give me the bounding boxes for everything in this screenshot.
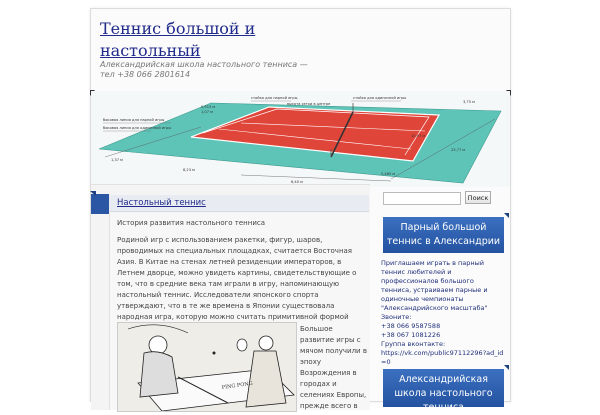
- dim-823: 8,23 м: [183, 168, 195, 172]
- widget-body-doubles-tennis: [381, 259, 505, 367]
- label-net-height: высота сетки в центре: [287, 102, 331, 106]
- dim-0915: 0,915 м: [201, 105, 216, 109]
- vk-group-link[interactable]: https://vk.com/public97112296?ad_id=0: [381, 349, 504, 366]
- dim-5485: 5,485 м: [381, 172, 396, 176]
- dim-2377: 23,77 м: [451, 148, 466, 152]
- dim-1097: 10,97 м: [411, 134, 426, 138]
- vk-group-label: Группа вконтакте:: [381, 340, 446, 348]
- post-flag-corner: [90, 191, 96, 196]
- phone-number-1: +38 066 9587588: [381, 322, 441, 330]
- widget-title-table-tennis-school: Александрийская школа настольного тенниса: [383, 369, 504, 407]
- site-description: Александрийская школа настольного тенниса — тел +38 066 2801614: [100, 60, 308, 79]
- post-header: [109, 195, 369, 212]
- post-body: [109, 213, 370, 410]
- illustration-caption: PING PONG: [221, 380, 254, 391]
- post-paragraph-1: Родиной игр с использованием ракетки, фигур, шаров, проводимых на специальных площадках, считается Восточная Азия. В Китае на стенах летней резиденции императоров, в Летнем дворце, можно увидеть картины, свидетельствующие о том, что в средние века там играли в игру, напоминающую настольный теннис. Исследователи японского спорта утверждают, что в те же времена в Японии существовала народная игра, которую можно считать примитивной формой: [117, 236, 357, 321]
- widget-corner: [504, 213, 509, 218]
- header-banner: [91, 91, 510, 187]
- sidebar: [373, 187, 510, 413]
- main-content: [91, 184, 370, 410]
- ping-pong-illustration[interactable]: [117, 322, 297, 412]
- post-paragraph-2: Большое развитие игры с мячом получили в эпоху Возрождения в городах и селениях Европы, прежде всего в: [300, 325, 367, 410]
- label-singles-post: стойка для одиночной игры: [353, 96, 407, 100]
- widget-corner: [504, 365, 509, 370]
- dim-375: 3,75 м: [463, 100, 475, 104]
- label-doubles-post: стойка для парной игры: [251, 96, 298, 100]
- tennis-court-diagram: [91, 91, 510, 187]
- post-title-link[interactable]: Настольный теннис: [117, 198, 206, 208]
- page-wrapper: [90, 8, 511, 413]
- site-title[interactable]: Теннис большой и настольный: [100, 19, 256, 60]
- post-flag-decoration: [91, 194, 109, 214]
- dim-137: 1,37 м: [111, 158, 123, 162]
- widget-text: Приглашаем играть в парный теннис любителей и профессионалов большого тенниса, устраиваем парные и одиночные чемпионаты "Александрийского масштаба" Звоните:: [381, 259, 488, 321]
- label-singles-sideline: боковая линия для одиночной игры: [103, 126, 172, 130]
- dim-640: 6,40 м: [291, 180, 303, 184]
- search-button[interactable]: Поиск: [465, 191, 491, 204]
- widget-title-doubles-tennis: Парный большой теннис в Александрии: [383, 217, 504, 253]
- post-subtitle: История развития настольного тенниса: [117, 219, 266, 227]
- search-input[interactable]: [383, 192, 461, 205]
- phone-number-2: +38 067 1081226: [381, 331, 441, 339]
- dim-107: 1,07 м: [201, 110, 213, 114]
- label-doubles-sideline: боковая линия для парной игры: [103, 118, 165, 122]
